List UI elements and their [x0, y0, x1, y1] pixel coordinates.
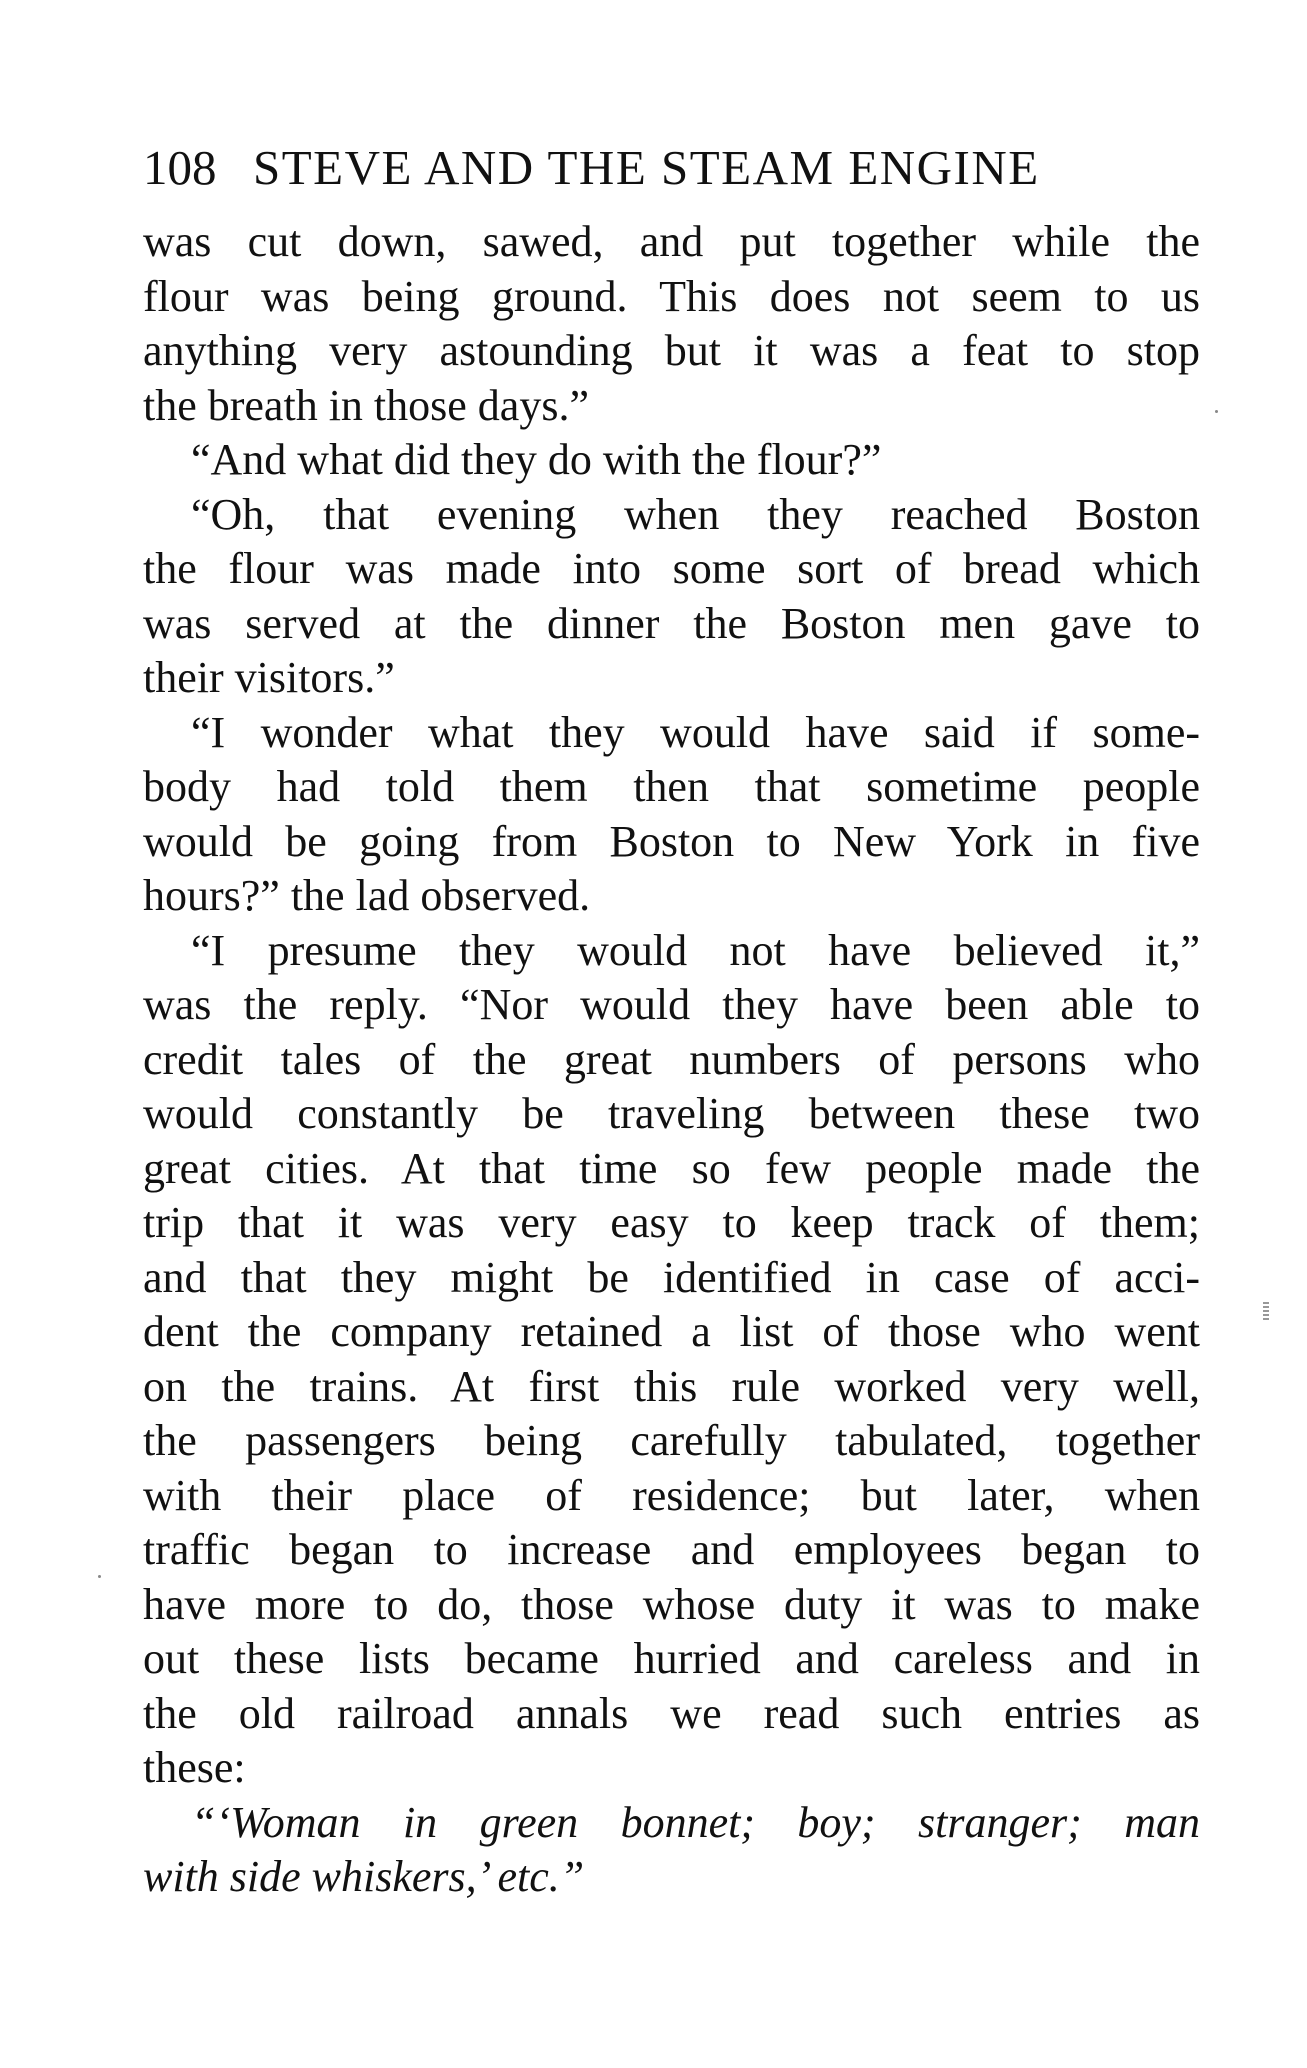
- italic-quote-line: [143, 1850, 1200, 1905]
- text-line: the breath in those days.”: [143, 380, 589, 430]
- text-line: anything very astounding but it was a feat to stop: [143, 326, 1200, 375]
- text-line: was served at the dinner the Boston men gave to: [143, 598, 1200, 648]
- scan-dot: [98, 1575, 101, 1578]
- text-line: their visitors.”: [143, 653, 395, 702]
- text-line: would constantly be traveling between these two: [143, 1089, 1200, 1138]
- italic-quote-line: [143, 1796, 1200, 1851]
- text-line: credit tales of the great numbers of persons who: [143, 1034, 1200, 1084]
- text-line: hours?” the lad observed.: [143, 871, 591, 920]
- italic-text: with side whiskers,’ etc.”: [143, 1852, 585, 1901]
- text-line: trip that it was very easy to keep track of them;: [143, 1198, 1200, 1247]
- text-line: on the trains. At first this rule worked very well,: [143, 1361, 1200, 1411]
- text-line: “And what did they do with the flour?”: [191, 435, 882, 484]
- text-line: flour was being ground. This does not seem to us: [143, 271, 1200, 321]
- text-line: and that they might be identified in case of acci-: [143, 1252, 1200, 1302]
- text-line: the old railroad annals we read such entries as: [143, 1688, 1200, 1738]
- italic-text: “‘Woman in green bonnet; boy; stranger; man: [191, 1797, 1200, 1847]
- text-line: “I presume they would not have believed it,”: [191, 925, 1200, 975]
- scan-speck: [1263, 1302, 1269, 1320]
- text-line: dent the company retained a list of those who went: [143, 1307, 1200, 1356]
- text-line: “Oh, that evening when they reached Boston: [191, 489, 1200, 539]
- text-line: would be going from Boston to New York in five: [143, 816, 1200, 866]
- text-line: was the reply. “Nor would they have been able to: [143, 980, 1200, 1029]
- text-line: have more to do, those whose duty it was to make: [143, 1579, 1200, 1629]
- text-line: these:: [143, 1743, 246, 1792]
- text-line: great cities. At that time so few people made the: [143, 1143, 1200, 1193]
- running-head: [143, 133, 1203, 203]
- text-line: the passengers being carefully tabulated, together: [143, 1416, 1200, 1465]
- text-line: body had told them then that sometime people: [143, 762, 1200, 811]
- text-line: traffic began to increase and employees began to: [143, 1525, 1200, 1574]
- body-text: [143, 215, 1200, 1905]
- text-line: out these lists became hurried and careless and in: [143, 1634, 1200, 1683]
- scan-dot: [1215, 410, 1218, 413]
- text-line: “I wonder what they would have said if some-: [191, 707, 1200, 757]
- running-title: STEVE AND THE STEAM ENGINE: [253, 140, 1040, 195]
- text-line: was cut down, sawed, and put together while the: [143, 217, 1200, 266]
- text-line: the flour was made into some sort of bread which: [143, 544, 1200, 593]
- page-number: 108: [143, 140, 217, 195]
- text-line: with their place of residence; but later, when: [143, 1470, 1200, 1520]
